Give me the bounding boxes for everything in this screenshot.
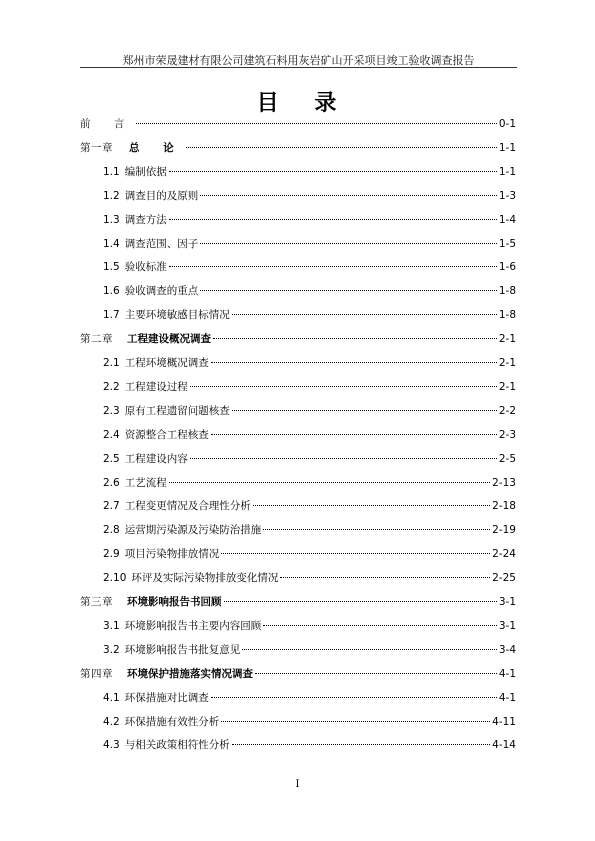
toc-entry[interactable] (103, 356, 516, 370)
toc-entry-title: 原有工程遗留问题核查 (124, 404, 230, 417)
dot-leader (200, 290, 497, 291)
dot-leader (200, 195, 497, 196)
page-number: I (295, 779, 300, 790)
dot-leader (221, 553, 490, 554)
toc-entry-page: 3-1 (498, 596, 516, 608)
toc-entry[interactable] (103, 404, 516, 418)
toc-entry[interactable] (103, 643, 516, 657)
dot-leader (169, 171, 497, 172)
toc-entry-title: 调查方法 (124, 213, 167, 226)
toc-entry-title: 环保措施有效性分析 (124, 715, 220, 728)
toc-entry-number: 2.2 (103, 380, 120, 393)
toc-entry[interactable] (80, 667, 516, 681)
toc-entry-number: 第一章 (80, 141, 113, 154)
toc-entry[interactable] (103, 284, 516, 298)
dot-leader (190, 386, 497, 387)
toc-entry-title: 总 论 (129, 141, 184, 154)
toc-entry-page: 1-8 (498, 309, 516, 322)
toc-entry-page: 2-13 (492, 476, 516, 489)
toc-entry-number: 2.8 (103, 524, 120, 537)
toc-entry[interactable] (103, 237, 516, 251)
toc-entry[interactable] (103, 715, 516, 729)
toc-entry-title: 验收标准 (124, 261, 167, 274)
toc-entry-page: 1-1 (498, 165, 516, 178)
toc-entry-page: 2-1 (498, 380, 516, 393)
toc-entry[interactable] (103, 213, 516, 227)
dot-leader (221, 721, 490, 722)
toc-entry-title: 工程变更情况及合理性分析 (124, 500, 251, 513)
toc-entry-number: 2.3 (103, 404, 120, 417)
dot-leader (211, 362, 497, 363)
toc-entry[interactable] (103, 738, 516, 752)
toc-entry[interactable] (103, 523, 516, 537)
toc-entry-title: 工程建设概况调查 (127, 333, 211, 346)
dot-leader (232, 314, 497, 315)
toc-entry-page: 2-18 (492, 500, 516, 513)
toc-entry-title: 环境影响报告书回顾 (127, 596, 222, 608)
toc-entry-number: 第二章 (80, 333, 113, 346)
toc-entry-page: 2-2 (498, 404, 516, 417)
toc-entry-page: 4-1 (498, 667, 516, 680)
toc-entry[interactable] (103, 691, 516, 705)
toc-entry-title: 环境影响报告书批复意见 (124, 643, 241, 656)
toc-entry-page: 2-1 (498, 357, 516, 369)
toc-entry-title: 调查范围、因子 (124, 237, 199, 250)
toc-entry[interactable] (103, 571, 516, 585)
toc-entry-number: 1.6 (103, 285, 120, 298)
dot-leader (186, 147, 497, 148)
dot-leader (263, 625, 497, 626)
dot-leader (263, 529, 490, 530)
toc-entry-number: 2.1 (103, 357, 120, 369)
dot-leader (232, 410, 497, 411)
toc-entry-number: 1.3 (103, 213, 120, 226)
toc-entry[interactable] (103, 380, 516, 394)
toc-entry-title: 环境保护措施落实情况调查 (127, 667, 253, 680)
toc-entry-page: 1-6 (498, 261, 516, 274)
toc-entry-number: 4.1 (103, 691, 120, 704)
toc-entry-number: 4.3 (103, 739, 120, 752)
toc-entry-page: 4-14 (492, 739, 516, 752)
toc-entry-page: 4-11 (492, 715, 516, 728)
toc-entry-number: 第三章 (80, 596, 113, 608)
toc-entry-title: 环评及实际污染物排放变化情况 (131, 572, 279, 585)
toc-entry-number: 1.5 (103, 261, 120, 274)
toc-entry-title: 环保措施对比调查 (124, 691, 209, 704)
toc-entry-number: 1.7 (103, 309, 120, 322)
toc-entry[interactable] (103, 165, 516, 179)
toc-entry-number: 2.7 (103, 500, 120, 513)
dot-leader (190, 458, 497, 459)
toc-entry[interactable] (80, 595, 516, 609)
toc-entry-page: 1-4 (498, 213, 516, 226)
dot-leader (255, 673, 497, 674)
toc-entry-page: 1-5 (498, 237, 516, 250)
toc-entry[interactable] (103, 260, 516, 274)
toc-entry[interactable] (80, 141, 516, 155)
toc-entry-title: 编制依据 (124, 165, 167, 178)
toc-entry-number: 3.2 (103, 643, 120, 656)
toc-entry-title: 资源整合工程核查 (124, 428, 209, 441)
dot-leader (169, 266, 497, 267)
toc-entry-page: 2-25 (492, 572, 516, 585)
toc-entry-page: 1-1 (498, 141, 516, 154)
toc-entry-number: 1.4 (103, 237, 120, 250)
toc-entry-number: 2.5 (103, 452, 120, 465)
toc-entry-title: 工程建设过程 (124, 380, 188, 393)
toc-entry-number: 2.4 (103, 428, 120, 441)
toc-entry-title: 工程环境概况调查 (124, 357, 209, 369)
dot-leader (169, 482, 490, 483)
toc-entry[interactable] (103, 476, 516, 490)
toc-entry-page: 2-3 (498, 428, 516, 441)
toc-entry[interactable] (103, 499, 516, 513)
toc-entry[interactable] (103, 189, 516, 203)
toc-entry-number: 前 言 (80, 118, 135, 130)
toc-entry-page: 3-1 (498, 619, 516, 632)
toc-entry-title: 工程建设内容 (124, 452, 188, 465)
toc-entry-number: 3.1 (103, 619, 120, 632)
toc-entry[interactable] (80, 117, 516, 131)
dot-leader (232, 744, 490, 745)
toc-entry-title: 工艺流程 (124, 476, 167, 489)
toc-entry-title: 调查目的及原则 (124, 189, 199, 202)
toc-entry-page: 1-8 (498, 285, 516, 298)
toc-entry[interactable] (103, 619, 516, 633)
toc-entry-page: 2-1 (498, 333, 516, 346)
toc-entry-number: 1.2 (103, 189, 120, 202)
toc-entry-number: 4.2 (103, 715, 120, 728)
dot-leader (211, 434, 497, 435)
dot-leader (253, 505, 490, 506)
toc-entry-title: 主要环境敏感目标情况 (124, 309, 230, 322)
dot-leader (213, 338, 497, 339)
toc-entry-page: 2-5 (498, 452, 516, 465)
running-header: 郑州市荣晟建材有限公司建筑石料用灰岩矿山开采项目竣工验收调查报告 (122, 54, 475, 67)
dot-leader (169, 219, 497, 220)
dot-leader (224, 601, 497, 602)
dot-leader (200, 243, 497, 244)
toc-entry-number: 2.9 (103, 548, 120, 561)
toc-entry-title: 环境影响报告书主要内容回顾 (124, 619, 262, 632)
toc-entry-number: 1.1 (103, 165, 120, 178)
toc-entry-page: 0-1 (498, 118, 516, 130)
toc-entry-page: 4-1 (498, 691, 516, 704)
toc-entry-title: 验收调查的重点 (124, 285, 199, 298)
toc-entry-page: 2-19 (492, 524, 516, 537)
dot-leader (136, 123, 497, 124)
toc-entry[interactable] (103, 308, 516, 322)
dot-leader (211, 697, 497, 698)
toc-entry[interactable] (103, 428, 516, 442)
toc-entry-title: 运营期污染源及污染防治措施 (124, 524, 262, 537)
toc-entry-title: 与相关政策相符性分析 (124, 739, 230, 752)
toc-entry-page: 1-3 (498, 189, 516, 202)
toc-entry[interactable] (80, 332, 516, 346)
toc-entry[interactable] (103, 452, 516, 466)
dot-leader (242, 649, 497, 650)
toc-entry-title: 项目污染物排放情况 (124, 548, 220, 561)
toc-entry-page: 2-24 (492, 548, 516, 561)
header-rule (80, 67, 517, 68)
toc-entry-number: 2.6 (103, 476, 120, 489)
toc-entry-page: 3-4 (498, 643, 516, 656)
toc-entry-number: 第四章 (80, 667, 113, 680)
toc-title: 目 录 (256, 91, 351, 116)
dot-leader (280, 577, 490, 578)
toc-entry[interactable] (103, 547, 516, 561)
toc-entry-number: 2.10 (103, 572, 127, 585)
